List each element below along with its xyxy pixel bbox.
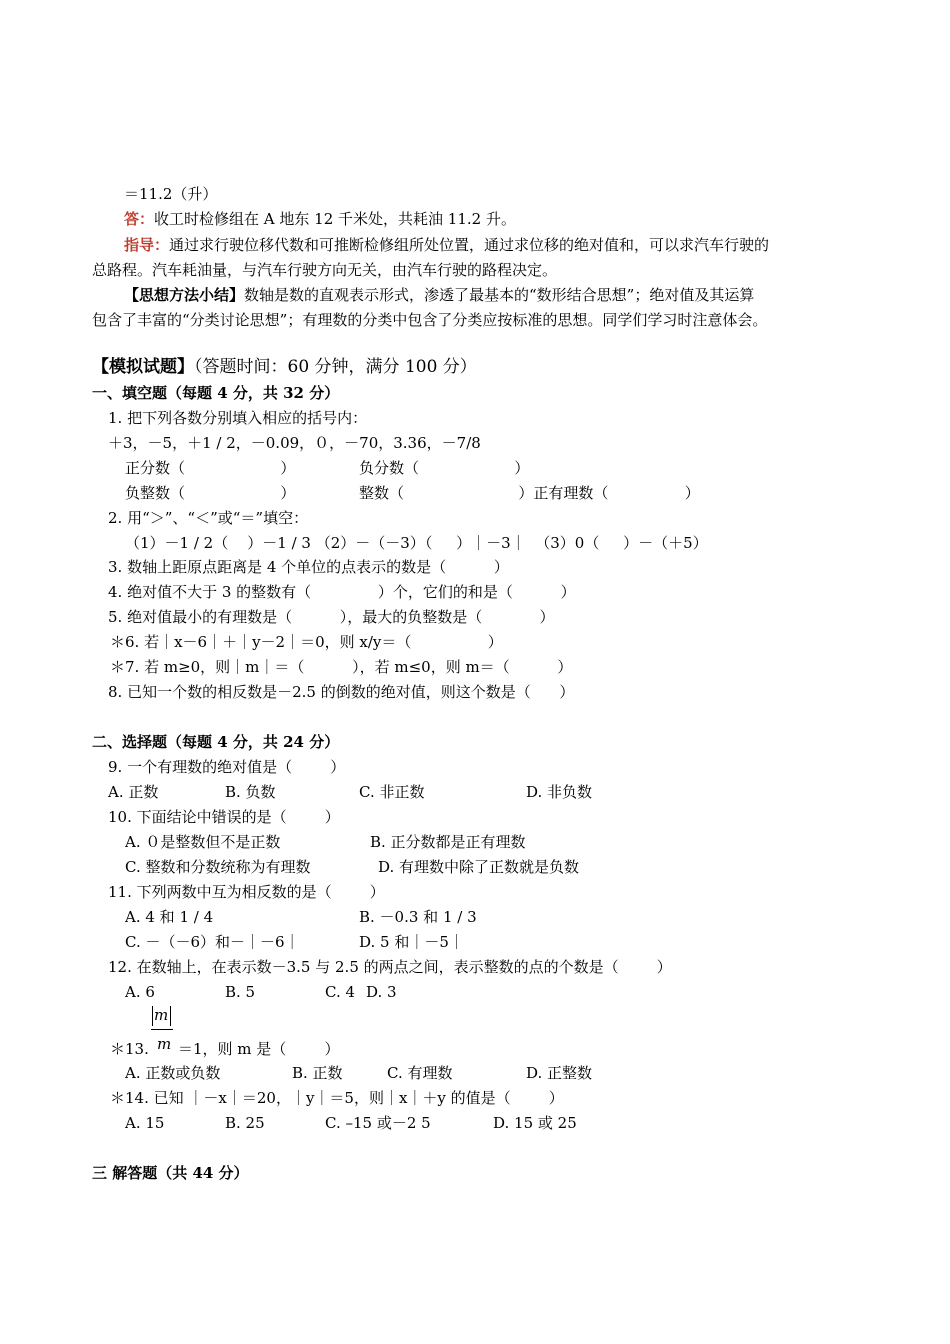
answer-line bbox=[124, 209, 516, 229]
question-9-option-b: B. 负数 bbox=[225, 783, 276, 801]
section-answer-heading: 三 解答题（共 44 分） bbox=[92, 1164, 249, 1182]
exam-title: 【模拟试题】 bbox=[92, 357, 194, 377]
question-6: ＊6. 若｜x－6｜＋｜y－2｜＝0，则 x/y＝（ ） bbox=[110, 633, 503, 651]
question-5: 5. 绝对值最小的有理数是（ ），最大的负整数是（ ） bbox=[108, 608, 555, 626]
question-14-option-d: D. 15 或 25 bbox=[493, 1114, 577, 1132]
question-12-option-d: D. 3 bbox=[366, 983, 397, 1001]
question-3: 3. 数轴上距原点距离是 4 个单位的点表示的数是（ ） bbox=[108, 558, 509, 576]
question-13-option-c: C. 有理数 bbox=[387, 1064, 453, 1082]
question-12-option-a: A. 6 bbox=[125, 983, 155, 1001]
question-10-option-d: D. 有理数中除了正数就是负数 bbox=[378, 858, 580, 876]
question-14: ＊14. 已知 ｜－x｜＝20，｜y｜＝5，则｜x｜＋y 的值是（ ） bbox=[110, 1089, 564, 1107]
answer-text: 收工时检修组在 A 地东 12 千米处，共耗油 11.2 升。 bbox=[154, 210, 516, 228]
exam-title-line bbox=[92, 357, 477, 377]
guide-line-2: 总路程。汽车耗油量，与汽车行驶方向无关，由汽车行驶的路程决定。 bbox=[92, 261, 558, 279]
question-9-option-d: D. 非负数 bbox=[526, 783, 593, 801]
question-2-items: （1）－1 / 2（ ）－1 / 3 （2）－（－3）（ ）｜－3｜ （3）0（ ）－（＋5） bbox=[125, 534, 708, 552]
question-13-prefix: ＊13. bbox=[110, 1040, 149, 1058]
question-9-option-c: C. 非正数 bbox=[359, 783, 425, 801]
question-12-option-b: B. 5 bbox=[225, 983, 256, 1001]
question-12: 12. 在数轴上，在表示数－3.5 与 2.5 的两点之间，表示整数的点的个数是（ ） bbox=[108, 958, 672, 976]
question-10: 10. 下面结论中错误的是（ ） bbox=[108, 808, 340, 826]
question-8: 8. 已知一个数的相反数是－2.5 的倒数的绝对值，则这个数是（ ） bbox=[108, 683, 575, 701]
question-1-negative-integers: 负整数（ ） bbox=[125, 484, 296, 502]
guide-text-1: 通过求行驶位移代数和可推断检修组所处位置，通过求位移的绝对值和，可以求汽车行驶的 bbox=[169, 236, 770, 254]
question-2: 2. 用“＞”、“＜”或“＝”填空： bbox=[108, 509, 309, 527]
question-9-option-a: A. 正数 bbox=[108, 783, 159, 801]
section-fill-blank-heading: 一、填空题（每题 4 分，共 32 分） bbox=[92, 384, 340, 402]
question-10-option-b: B. 正分数都是正有理数 bbox=[370, 833, 526, 851]
question-14-option-a: A. 15 bbox=[125, 1114, 165, 1132]
question-13-option-b: B. 正数 bbox=[292, 1064, 343, 1082]
summary-text-1: 数轴是数的直观表示形式，渗透了最基本的“数形结合思想”；绝对值及其运算 bbox=[244, 286, 755, 304]
question-11: 11. 下列两数中互为相反数的是（ ） bbox=[108, 883, 385, 901]
question-11-option-a: A. 4 和 1 / 4 bbox=[125, 908, 214, 926]
guide-line-1 bbox=[124, 235, 769, 255]
guide-label: 指导： bbox=[124, 236, 170, 254]
question-1-numbers: ＋3，－5，＋1 / 2，－0.09，０，－70，3.36，－7/8 bbox=[108, 434, 481, 452]
question-13-option-a: A. 正数或负数 bbox=[125, 1064, 221, 1082]
section-choice-heading: 二、选择题（每题 4 分，共 24 分） bbox=[92, 733, 340, 751]
question-1: 1. 把下列各数分别填入相应的括号内： bbox=[108, 409, 368, 427]
question-7: ＊7. 若 m≥0，则｜m｜＝（ ），若 m≤0，则 m＝（ ） bbox=[110, 658, 573, 676]
question-1-negative-fractions: 负分数（ ） bbox=[359, 459, 530, 477]
question-13-option-d: D. 正整数 bbox=[526, 1064, 593, 1082]
question-10-option-a: A. ０是整数但不是正数 bbox=[125, 833, 281, 851]
question-12-option-c: C. 4 bbox=[325, 983, 356, 1001]
question-14-option-b: B. 25 bbox=[225, 1114, 265, 1132]
question-1-integers-positive-rationals: 整数（ ）正有理数（ ） bbox=[359, 484, 700, 502]
fraction-denominator: m bbox=[157, 1035, 172, 1053]
summary-line-2: 包含了丰富的“分类讨论思想”；有理数的分类中包含了分类应按标准的思想。同学们学习时注意体会。 bbox=[92, 311, 768, 329]
answer-label: 答： bbox=[124, 210, 155, 228]
abs-bar-right bbox=[170, 1006, 171, 1026]
question-1-positive-fractions: 正分数（ ） bbox=[125, 459, 296, 477]
summary-label: 【思想方法小结】 bbox=[124, 286, 245, 304]
question-9: 9. 一个有理数的绝对值是（ ） bbox=[108, 758, 346, 776]
question-11-option-c: C. －（－6）和－｜－6｜ bbox=[125, 933, 300, 951]
question-11-option-b: B. －0.3 和 1 / 3 bbox=[359, 908, 477, 926]
question-14-option-c: C. –15 或－2 5 bbox=[325, 1114, 431, 1132]
question-10-option-c: C. 整数和分数统称为有理数 bbox=[125, 858, 311, 876]
fraction-numerator: m bbox=[154, 1006, 169, 1024]
calc-result-line: ＝11.2（升） bbox=[124, 185, 218, 203]
exam-title-note: （答题时间：60 分钟，满分 100 分） bbox=[194, 357, 477, 377]
fraction-bar bbox=[151, 1029, 173, 1030]
abs-m-over-m-fraction bbox=[150, 1003, 176, 1063]
question-13-text: ＝1，则 m 是（ ） bbox=[178, 1040, 340, 1058]
question-4: 4. 绝对值不大于 3 的整数有（ ）个，它们的和是（ ） bbox=[108, 583, 576, 601]
abs-bar-left bbox=[152, 1006, 153, 1026]
question-11-option-d: D. 5 和｜－5｜ bbox=[359, 933, 464, 951]
summary-line-1 bbox=[124, 285, 754, 305]
